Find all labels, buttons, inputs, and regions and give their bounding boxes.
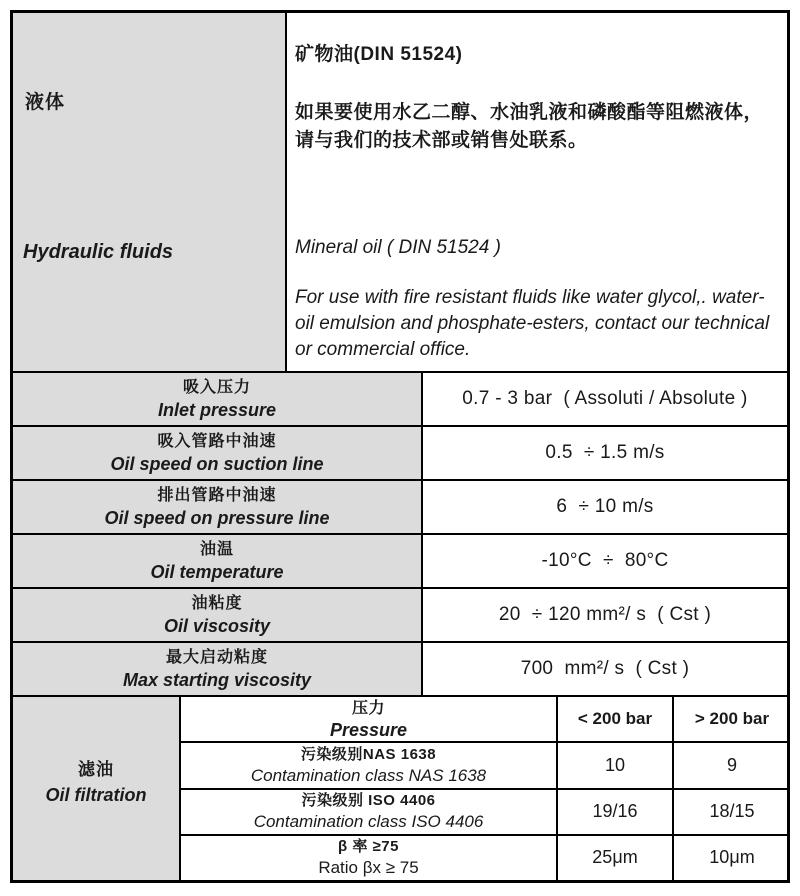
contamination-iso-over-200bar: 18/15	[709, 801, 755, 822]
max-starting-viscosity-value: 700 mm²/ s ( Cst )	[520, 658, 690, 679]
fluids-label-zh: 液体	[25, 92, 66, 113]
fluids-value-cell	[287, 13, 787, 371]
oil-speed-pressure-value: 6 ÷ 10 m/s	[556, 496, 654, 517]
beta-ratio-row	[181, 834, 790, 880]
fluids-mineral-oil-zh: 矿物油(DIN 51524)	[295, 44, 463, 65]
oil-viscosity-label-en: Oil viscosity	[163, 615, 271, 636]
contamination-iso-row	[181, 788, 790, 834]
filtration-header-row	[181, 697, 790, 741]
row-inlet-pressure	[13, 371, 787, 425]
oil-temperature-label-cell	[13, 535, 423, 587]
contamination-nas-label-cell	[181, 743, 558, 787]
contamination-iso-label-en: Contamination class ISO 4406	[253, 812, 484, 832]
contamination-nas-row	[181, 741, 790, 787]
contamination-nas-label-en: Contamination class NAS 1638	[250, 765, 487, 785]
oil-speed-pressure-label-cell	[13, 481, 423, 533]
pressure-header-cell	[181, 697, 558, 741]
max-starting-viscosity-label-cell	[13, 643, 423, 695]
beta-ratio-under-200bar: 25μm	[558, 836, 674, 880]
oil-speed-pressure-label-en: Oil speed on pressure line	[104, 507, 330, 528]
inlet-pressure-label-cell	[13, 373, 423, 425]
row-oil-temperature	[13, 533, 787, 587]
oil-viscosity-label-zh: 油粘度	[191, 594, 243, 612]
oil-speed-suction-value: 0.5 ÷ 1.5 m/s	[545, 442, 665, 463]
inlet-pressure-value: 0.7 - 3 bar ( Assoluti / Absolute )	[462, 388, 748, 409]
row-oil-speed-suction	[13, 425, 787, 479]
contamination-iso-under-200bar: 19/16	[558, 790, 674, 834]
oil-speed-pressure-label-zh: 排出管路中油速	[157, 486, 277, 504]
row-max-starting-viscosity	[13, 641, 787, 695]
contamination-nas-label-zh: 污染级别NAS 1638	[300, 745, 437, 763]
oil-filtration-label-zh: 滤油	[78, 759, 114, 779]
oil-filtration-label-en: Oil filtration	[45, 784, 147, 805]
pressure-col-under-200bar: < 200 bar	[558, 697, 674, 741]
oil-filtration-label-cell	[13, 697, 181, 880]
oil-temperature-label-en: Oil temperature	[150, 561, 284, 582]
oil-speed-suction-label-en: Oil speed on suction line	[110, 453, 324, 474]
fluids-label-en: Hydraulic fluids	[23, 241, 174, 263]
contamination-nas-under-200bar: 10	[558, 743, 674, 787]
row-oil-viscosity	[13, 587, 787, 641]
fluids-fire-resistant-note-en: For use with fire resistant fluids like water glycol,. water- oil emulsion and phosphate-esters, contact our technical or commercial office.	[295, 287, 770, 360]
inlet-pressure-label-zh: 吸入压力	[182, 378, 251, 396]
oil-viscosity-label-cell	[13, 589, 423, 641]
beta-ratio-label-zh: β 率 ≥75	[338, 838, 399, 856]
contamination-nas-over-200bar: 9	[726, 754, 737, 775]
contamination-iso-label-zh: 污染级别 ISO 4406	[301, 792, 436, 810]
filtration-inner-table	[181, 697, 790, 880]
pressure-col-over-200bar: > 200 bar	[694, 709, 770, 729]
fluids-mineral-oil-en: Mineral oil ( DIN 51524 )	[295, 237, 501, 258]
contamination-iso-label-cell	[181, 790, 558, 834]
spec-table	[10, 10, 790, 883]
fluids-label-cell	[13, 13, 287, 371]
beta-ratio-over-200bar: 10μm	[709, 847, 755, 868]
oil-temperature-value: -10°C ÷ 80°C	[541, 550, 669, 571]
beta-ratio-label-en: Ratio βx ≥ 75	[318, 858, 419, 878]
row-oil-speed-pressure	[13, 479, 787, 533]
row-oil-filtration	[13, 695, 787, 880]
oil-viscosity-value: 20 ÷ 120 mm²/ s ( Cst )	[498, 604, 712, 625]
oil-speed-suction-label-cell	[13, 427, 423, 479]
row-hydraulic-fluids	[13, 13, 787, 371]
pressure-header-en: Pressure	[329, 719, 408, 740]
max-starting-viscosity-label-zh: 最大启动粘度	[165, 648, 268, 666]
fluids-fire-resistant-note-zh: 如果要使用水乙二醇、水油乳液和磷酸酯等阻燃液体，请与我们的技术部或销售处联系。	[295, 102, 764, 151]
max-starting-viscosity-label-en: Max starting viscosity	[122, 669, 312, 690]
pressure-header-zh: 压力	[351, 699, 385, 717]
oil-temperature-label-zh: 油温	[199, 540, 234, 558]
oil-speed-suction-label-zh: 吸入管路中油速	[157, 432, 277, 450]
inlet-pressure-label-en: Inlet pressure	[157, 399, 277, 420]
beta-ratio-label-cell	[181, 836, 558, 880]
